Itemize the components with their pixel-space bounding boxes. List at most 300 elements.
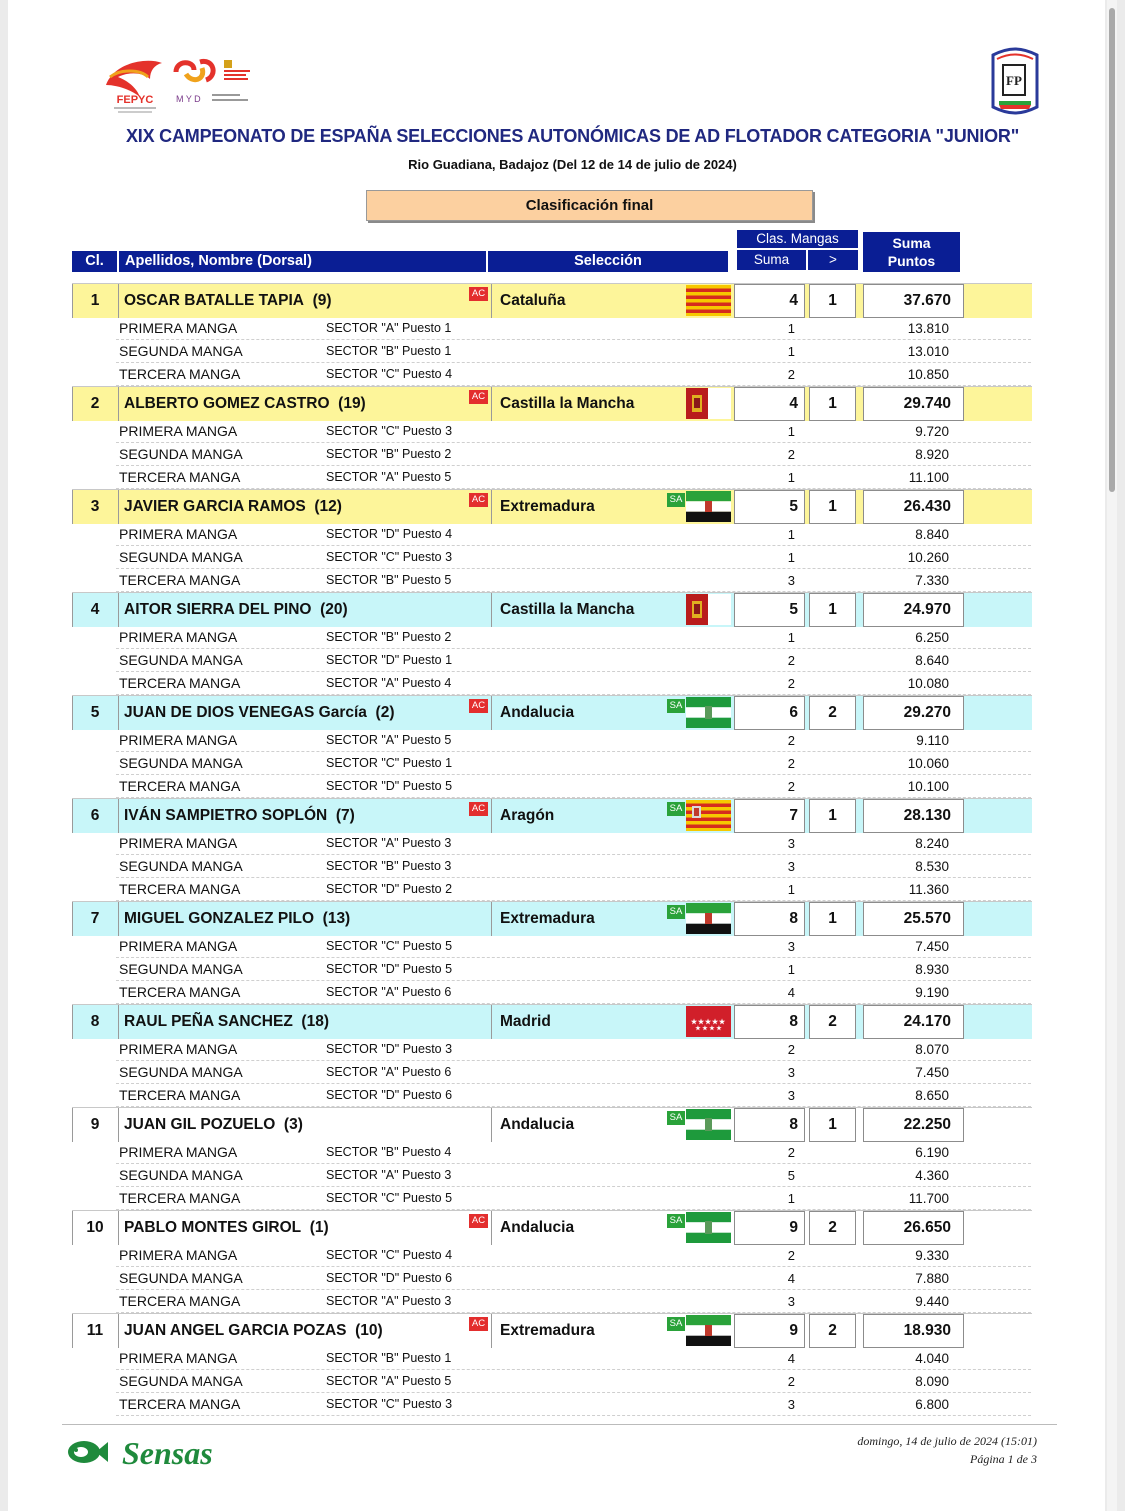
manga-placing: 3 xyxy=(787,1065,795,1080)
competitor-name-text: ALBERTO GOMEZ CASTRO xyxy=(124,395,330,412)
manga-row xyxy=(72,958,1032,981)
sensas-logo xyxy=(64,1428,224,1474)
puntos-value: 29.740 xyxy=(903,395,951,412)
manga-row xyxy=(72,1370,1032,1393)
manga-placing: 2 xyxy=(787,367,795,382)
manga-row xyxy=(72,340,1032,363)
manga-row xyxy=(72,775,1032,798)
footer-date: domingo, 14 de julio de 2024 (15:01) xyxy=(857,1434,1037,1448)
fepyc-logo-text: FEPYC xyxy=(116,94,154,106)
puntos-value: 26.430 xyxy=(903,498,951,515)
gt-value: 1 xyxy=(828,498,837,515)
manga-points: 11.100 xyxy=(908,470,949,485)
suma-value: 5 xyxy=(789,601,798,618)
footer-page-number: Página 1 de 3 xyxy=(970,1452,1037,1466)
suma-value: 9 xyxy=(789,1322,798,1339)
puntos-value: 25.570 xyxy=(903,910,951,927)
manga-label: PRIMERA MANGA xyxy=(119,526,238,542)
manga-placing: 2 xyxy=(787,1374,795,1389)
manga-row xyxy=(72,546,1032,569)
manga-row xyxy=(72,1393,1032,1416)
manga-label: SEGUNDA MANGA xyxy=(119,652,243,668)
competitor-name-text: PABLO MONTES GIROL xyxy=(124,1219,302,1236)
puntos-value: 29.270 xyxy=(903,704,951,721)
sector-position: SECTOR "C" Puesto 4 xyxy=(326,367,453,381)
competitor-dorsal: (20) xyxy=(320,601,348,618)
competitor-name-text: AITOR SIERRA DEL PINO xyxy=(124,601,312,618)
region-flag-icon xyxy=(686,491,731,522)
gt-value: 2 xyxy=(828,1322,837,1339)
competitor-name xyxy=(124,807,355,825)
sector-position: SECTOR "C" Puesto 3 xyxy=(326,550,453,564)
manga-row xyxy=(72,1084,1032,1107)
classification-row xyxy=(72,695,1032,730)
manga-points: 9.330 xyxy=(915,1248,949,1263)
sa-badge: SA xyxy=(667,1111,685,1125)
scrollbar-thumb[interactable] xyxy=(1109,8,1115,492)
csd-myd-logo xyxy=(172,58,262,108)
manga-placing: 1 xyxy=(787,550,795,565)
sa-badge: SA xyxy=(667,493,685,507)
header-clas-mangas: Clas. Mangas xyxy=(737,230,858,248)
suma-value: 4 xyxy=(789,395,798,412)
sector-position: SECTOR "A" Puesto 1 xyxy=(326,321,452,335)
sector-position: SECTOR "D" Puesto 5 xyxy=(326,962,453,976)
puntos-value: 24.170 xyxy=(903,1013,951,1030)
document-page xyxy=(8,0,1105,1511)
manga-points: 8.840 xyxy=(915,527,949,542)
header-suma-puntos xyxy=(863,232,960,272)
classification-row xyxy=(72,1004,1032,1039)
sector-position: SECTOR "B" Puesto 4 xyxy=(326,1145,452,1159)
manga-row xyxy=(72,981,1032,1004)
ac-badge: AC xyxy=(469,287,488,301)
sensas-brand-text: Sensas xyxy=(122,1435,213,1471)
sector-position: SECTOR "C" Puesto 4 xyxy=(326,1248,453,1262)
region-flag-icon xyxy=(686,1006,731,1037)
puntos-value: 37.670 xyxy=(903,292,951,309)
region-flag-icon xyxy=(686,1315,731,1346)
ac-badge: AC xyxy=(469,1214,488,1228)
sector-position: SECTOR "D" Puesto 2 xyxy=(326,882,453,896)
fep-logo xyxy=(989,47,1041,117)
manga-placing: 2 xyxy=(787,1042,795,1057)
classification-row xyxy=(72,901,1032,936)
manga-placing: 3 xyxy=(787,859,795,874)
manga-label: PRIMERA MANGA xyxy=(119,423,238,439)
manga-points: 8.640 xyxy=(915,653,949,668)
manga-points: 13.810 xyxy=(907,321,949,336)
rank: 9 xyxy=(90,1116,100,1133)
selection-name: Cataluña xyxy=(500,292,566,309)
manga-label: TERCERA MANGA xyxy=(119,572,241,588)
competitor-name xyxy=(124,910,350,928)
header-suma-puntos-line1: Suma xyxy=(892,235,931,251)
manga-placing: 1 xyxy=(787,962,795,977)
suma-value: 6 xyxy=(789,704,798,721)
sector-position: SECTOR "A" Puesto 6 xyxy=(326,985,452,999)
competitor-name xyxy=(124,704,395,722)
manga-placing: 1 xyxy=(787,344,795,359)
sector-position: SECTOR "B" Puesto 3 xyxy=(326,859,452,873)
manga-points: 8.090 xyxy=(915,1374,949,1389)
sa-badge: SA xyxy=(667,699,685,713)
manga-label: TERCERA MANGA xyxy=(119,675,241,691)
manga-placing: 4 xyxy=(787,1271,795,1286)
manga-points: 8.930 xyxy=(915,962,949,977)
manga-placing: 1 xyxy=(787,630,795,645)
manga-row xyxy=(72,1061,1032,1084)
manga-row xyxy=(72,569,1032,592)
sector-position: SECTOR "A" Puesto 3 xyxy=(326,1294,452,1308)
manga-label: TERCERA MANGA xyxy=(119,984,241,1000)
sector-position: SECTOR "C" Puesto 3 xyxy=(326,1397,453,1411)
sector-position: SECTOR "D" Puesto 5 xyxy=(326,779,453,793)
competitor-dorsal: (1) xyxy=(309,1219,329,1236)
manga-placing: 1 xyxy=(787,321,795,336)
header-suma-puntos-line2: Puntos xyxy=(887,253,936,269)
competitor-name-text: JUAN GIL POZUELO xyxy=(124,1116,276,1133)
sector-position: SECTOR "B" Puesto 2 xyxy=(326,630,452,644)
manga-placing: 2 xyxy=(787,779,795,794)
manga-row xyxy=(72,855,1032,878)
rank: 11 xyxy=(86,1322,104,1339)
manga-label: SEGUNDA MANGA xyxy=(119,343,243,359)
svg-text:★: ★ xyxy=(702,1026,708,1032)
sector-position: SECTOR "C" Puesto 3 xyxy=(326,424,453,438)
header-gt: > xyxy=(808,250,858,270)
sector-position: SECTOR "C" Puesto 5 xyxy=(326,939,453,953)
manga-label: TERCERA MANGA xyxy=(119,778,241,794)
gt-value: 2 xyxy=(828,1013,837,1030)
manga-points: 10.080 xyxy=(907,676,949,691)
manga-row xyxy=(72,466,1032,489)
sa-badge: SA xyxy=(667,905,685,919)
competitor-dorsal: (19) xyxy=(338,395,366,412)
competitor-name-text: MIGUEL GONZALEZ PILO xyxy=(124,910,315,927)
sector-position: SECTOR "D" Puesto 4 xyxy=(326,527,453,541)
myd-text: M Y D xyxy=(176,94,201,104)
competitor-dorsal: (2) xyxy=(375,704,395,721)
sector-position: SECTOR "D" Puesto 6 xyxy=(326,1088,453,1102)
selection-name: Madrid xyxy=(500,1013,551,1030)
suma-value: 5 xyxy=(789,498,798,515)
sector-position: SECTOR "A" Puesto 5 xyxy=(326,470,452,484)
selection-name: Extremadura xyxy=(500,1322,595,1339)
manga-label: SEGUNDA MANGA xyxy=(119,1270,243,1286)
region-flag-icon xyxy=(686,697,731,728)
ac-badge: AC xyxy=(469,699,488,713)
manga-label: SEGUNDA MANGA xyxy=(119,1373,243,1389)
gt-value: 1 xyxy=(828,601,837,618)
manga-points: 11.700 xyxy=(908,1191,949,1206)
manga-label: PRIMERA MANGA xyxy=(119,732,238,748)
suma-value: 8 xyxy=(789,1116,798,1133)
rank: 4 xyxy=(90,601,100,618)
region-flag-icon xyxy=(686,903,731,934)
svg-text:★: ★ xyxy=(716,1026,722,1032)
manga-points: 9.440 xyxy=(915,1294,949,1309)
sector-position: SECTOR "D" Puesto 1 xyxy=(326,653,453,667)
sector-position: SECTOR "B" Puesto 5 xyxy=(326,573,452,587)
manga-points: 6.250 xyxy=(915,630,949,645)
manga-placing: 1 xyxy=(787,1191,795,1206)
manga-row xyxy=(72,523,1032,546)
competitor-dorsal: (18) xyxy=(301,1013,329,1030)
manga-label: PRIMERA MANGA xyxy=(119,1247,238,1263)
section-title: Clasificación final xyxy=(366,190,813,221)
manga-points: 9.110 xyxy=(916,733,949,748)
selection-name: Extremadura xyxy=(500,910,595,927)
svg-text:★: ★ xyxy=(690,1019,698,1026)
competitor-dorsal: (3) xyxy=(283,1116,303,1133)
selection-name: Andalucia xyxy=(500,704,575,721)
manga-row xyxy=(72,1347,1032,1370)
sector-position: SECTOR "B" Puesto 1 xyxy=(326,344,452,358)
competitor-name xyxy=(124,1116,303,1134)
manga-points: 4.040 xyxy=(915,1351,949,1366)
puntos-value: 26.650 xyxy=(903,1219,951,1236)
svg-text:★: ★ xyxy=(709,1026,715,1032)
suma-value: 9 xyxy=(789,1219,798,1236)
manga-placing: 4 xyxy=(787,985,795,1000)
svg-text:★: ★ xyxy=(704,1019,712,1026)
puntos-value: 28.130 xyxy=(903,807,951,824)
competitor-name-text: JUAN ANGEL GARCIA POZAS xyxy=(124,1322,347,1339)
manga-row xyxy=(72,649,1032,672)
manga-label: TERCERA MANGA xyxy=(119,1293,241,1309)
manga-label: SEGUNDA MANGA xyxy=(119,858,243,874)
competitor-dorsal: (9) xyxy=(312,292,332,309)
puntos-value: 18.930 xyxy=(903,1322,951,1339)
manga-points: 9.720 xyxy=(915,424,949,439)
region-flag-icon xyxy=(686,1109,731,1140)
manga-points: 10.260 xyxy=(907,550,949,565)
manga-row xyxy=(72,1187,1032,1210)
sector-position: SECTOR "A" Puesto 6 xyxy=(326,1065,452,1079)
manga-placing: 1 xyxy=(787,470,795,485)
classification-row xyxy=(72,1210,1032,1245)
ac-badge: AC xyxy=(469,390,488,404)
sa-badge: SA xyxy=(667,802,685,816)
manga-label: PRIMERA MANGA xyxy=(119,1144,238,1160)
manga-placing: 3 xyxy=(787,1088,795,1103)
manga-placing: 2 xyxy=(787,447,795,462)
manga-points: 10.850 xyxy=(907,367,949,382)
manga-points: 7.450 xyxy=(915,939,949,954)
fepyc-logo xyxy=(100,55,170,117)
manga-placing: 2 xyxy=(787,1248,795,1263)
region-flag-icon xyxy=(686,594,731,625)
manga-placing: 1 xyxy=(787,424,795,439)
manga-label: PRIMERA MANGA xyxy=(119,938,238,954)
manga-label: TERCERA MANGA xyxy=(119,1396,241,1412)
manga-label: PRIMERA MANGA xyxy=(119,629,238,645)
rank: 10 xyxy=(86,1219,104,1236)
manga-label: SEGUNDA MANGA xyxy=(119,549,243,565)
manga-placing: 3 xyxy=(787,836,795,851)
manga-points: 13.010 xyxy=(907,344,949,359)
manga-label: TERCERA MANGA xyxy=(119,1190,241,1206)
puntos-value: 22.250 xyxy=(903,1116,951,1133)
gt-value: 1 xyxy=(828,1116,837,1133)
manga-points: 6.800 xyxy=(915,1397,949,1412)
rank: 5 xyxy=(90,704,100,721)
svg-text:★: ★ xyxy=(695,1026,701,1032)
manga-row xyxy=(72,1267,1032,1290)
sa-badge: SA xyxy=(667,1317,685,1331)
header-name: Apellidos, Nombre (Dorsal) xyxy=(119,251,486,272)
manga-placing: 3 xyxy=(787,573,795,588)
sector-position: SECTOR "A" Puesto 4 xyxy=(326,676,452,690)
gt-value: 2 xyxy=(828,1219,837,1236)
selection-name: Andalucia xyxy=(500,1116,575,1133)
competitor-dorsal: (7) xyxy=(335,807,355,824)
competitor-name xyxy=(124,395,366,413)
manga-label: TERCERA MANGA xyxy=(119,1087,241,1103)
sector-position: SECTOR "B" Puesto 1 xyxy=(326,1351,452,1365)
region-flag-icon xyxy=(686,800,731,831)
gt-value: 2 xyxy=(828,704,837,721)
svg-text:★: ★ xyxy=(711,1019,719,1026)
sector-position: SECTOR "A" Puesto 5 xyxy=(326,733,452,747)
manga-placing: 2 xyxy=(787,756,795,771)
manga-row xyxy=(72,878,1032,901)
competitor-name xyxy=(124,498,342,516)
manga-row xyxy=(72,935,1032,958)
manga-points: 7.880 xyxy=(915,1271,949,1286)
selection-name: Castilla la Mancha xyxy=(500,601,635,618)
gt-value: 1 xyxy=(828,395,837,412)
suma-value: 8 xyxy=(789,910,798,927)
sector-position: SECTOR "B" Puesto 2 xyxy=(326,447,452,461)
competitor-dorsal: (10) xyxy=(355,1322,383,1339)
manga-label: SEGUNDA MANGA xyxy=(119,755,243,771)
header-cl: Cl. xyxy=(72,251,117,272)
manga-row xyxy=(72,752,1032,775)
manga-row xyxy=(72,363,1032,386)
manga-points: 8.240 xyxy=(915,836,949,851)
gt-value: 1 xyxy=(828,910,837,927)
suma-value: 7 xyxy=(789,807,798,824)
selection-name: Extremadura xyxy=(500,498,595,515)
competitor-name xyxy=(124,292,332,310)
ac-badge: AC xyxy=(469,802,488,816)
rank: 8 xyxy=(90,1013,100,1030)
sector-position: SECTOR "C" Puesto 1 xyxy=(326,756,453,770)
manga-label: TERCERA MANGA xyxy=(119,881,241,897)
region-flag-icon xyxy=(686,285,731,316)
manga-label: SEGUNDA MANGA xyxy=(119,1064,243,1080)
manga-label: TERCERA MANGA xyxy=(119,366,241,382)
gt-value: 1 xyxy=(828,292,837,309)
classification-row xyxy=(72,386,1032,421)
manga-placing: 1 xyxy=(787,527,795,542)
rank: 3 xyxy=(90,498,100,515)
manga-points: 7.330 xyxy=(915,573,949,588)
rank: 7 xyxy=(90,910,100,927)
classification-row xyxy=(72,1107,1032,1142)
manga-placing: 2 xyxy=(787,676,795,691)
manga-label: PRIMERA MANGA xyxy=(119,1350,238,1366)
rank: 2 xyxy=(90,395,100,412)
manga-label: SEGUNDA MANGA xyxy=(119,446,243,462)
puntos-value: 24.970 xyxy=(903,601,951,618)
sector-position: SECTOR "A" Puesto 3 xyxy=(326,1168,452,1182)
competitor-name xyxy=(124,601,348,619)
manga-row xyxy=(72,1038,1032,1061)
manga-placing: 2 xyxy=(787,733,795,748)
gt-value: 1 xyxy=(828,807,837,824)
manga-points: 8.070 xyxy=(915,1042,949,1057)
classification-row xyxy=(72,283,1032,318)
manga-label: PRIMERA MANGA xyxy=(119,1041,238,1057)
competitor-name-text: JAVIER GARCIA RAMOS xyxy=(124,498,306,515)
classification-row xyxy=(72,798,1032,833)
manga-row xyxy=(72,420,1032,443)
manga-label: TERCERA MANGA xyxy=(119,469,241,485)
region-flag-icon xyxy=(686,388,731,419)
selection-name: Castilla la Mancha xyxy=(500,395,635,412)
manga-placing: 3 xyxy=(787,1294,795,1309)
rank: 6 xyxy=(90,807,100,824)
manga-row xyxy=(72,1141,1032,1164)
manga-placing: 5 xyxy=(787,1168,795,1183)
manga-label: SEGUNDA MANGA xyxy=(119,1167,243,1183)
competitor-name xyxy=(124,1219,329,1237)
manga-points: 8.530 xyxy=(915,859,949,874)
manga-row xyxy=(72,626,1032,649)
manga-points: 11.360 xyxy=(908,882,949,897)
manga-placing: 3 xyxy=(787,939,795,954)
manga-row xyxy=(72,443,1032,466)
manga-row xyxy=(72,1244,1032,1267)
manga-points: 10.060 xyxy=(907,756,949,771)
manga-label: SEGUNDA MANGA xyxy=(119,961,243,977)
manga-points: 9.190 xyxy=(915,985,949,1000)
competitor-dorsal: (13) xyxy=(322,910,351,927)
suma-value: 4 xyxy=(789,292,798,309)
manga-row xyxy=(72,1164,1032,1187)
selection-name: Aragón xyxy=(500,807,555,824)
competitor-name-text: IVÁN SAMPIETRO SOPLÓN xyxy=(124,807,328,824)
manga-row xyxy=(72,317,1032,340)
header-selection: Selección xyxy=(488,251,728,272)
sa-badge: SA xyxy=(667,1214,685,1228)
manga-placing: 4 xyxy=(787,1351,795,1366)
classification-row xyxy=(72,592,1032,627)
manga-row xyxy=(72,832,1032,855)
dashed-separator xyxy=(116,1415,1031,1416)
svg-text:FP: FP xyxy=(1006,73,1022,88)
manga-row xyxy=(72,1290,1032,1313)
document-subtitle: Rio Guadiana, Badajoz (Del 12 de 14 de julio de 2024) xyxy=(408,157,737,172)
manga-row xyxy=(72,672,1032,695)
footer-rule xyxy=(62,1424,1057,1425)
manga-row xyxy=(72,729,1032,752)
document-title: XIX CAMPEONATO DE ESPAÑA SELECCIONES AUTONÓMICAS DE AD FLOTADOR CATEGORIA "JUNIOR" xyxy=(125,126,1020,146)
sector-position: SECTOR "D" Puesto 6 xyxy=(326,1271,453,1285)
sector-position: SECTOR "A" Puesto 3 xyxy=(326,836,452,850)
competitor-name xyxy=(124,1322,383,1340)
manga-label: PRIMERA MANGA xyxy=(119,320,238,336)
manga-points: 8.920 xyxy=(915,447,949,462)
svg-text:★: ★ xyxy=(697,1019,705,1026)
manga-placing: 2 xyxy=(787,653,795,668)
manga-points: 6.190 xyxy=(915,1145,949,1160)
manga-placing: 3 xyxy=(787,1397,795,1412)
manga-points: 8.650 xyxy=(915,1088,949,1103)
